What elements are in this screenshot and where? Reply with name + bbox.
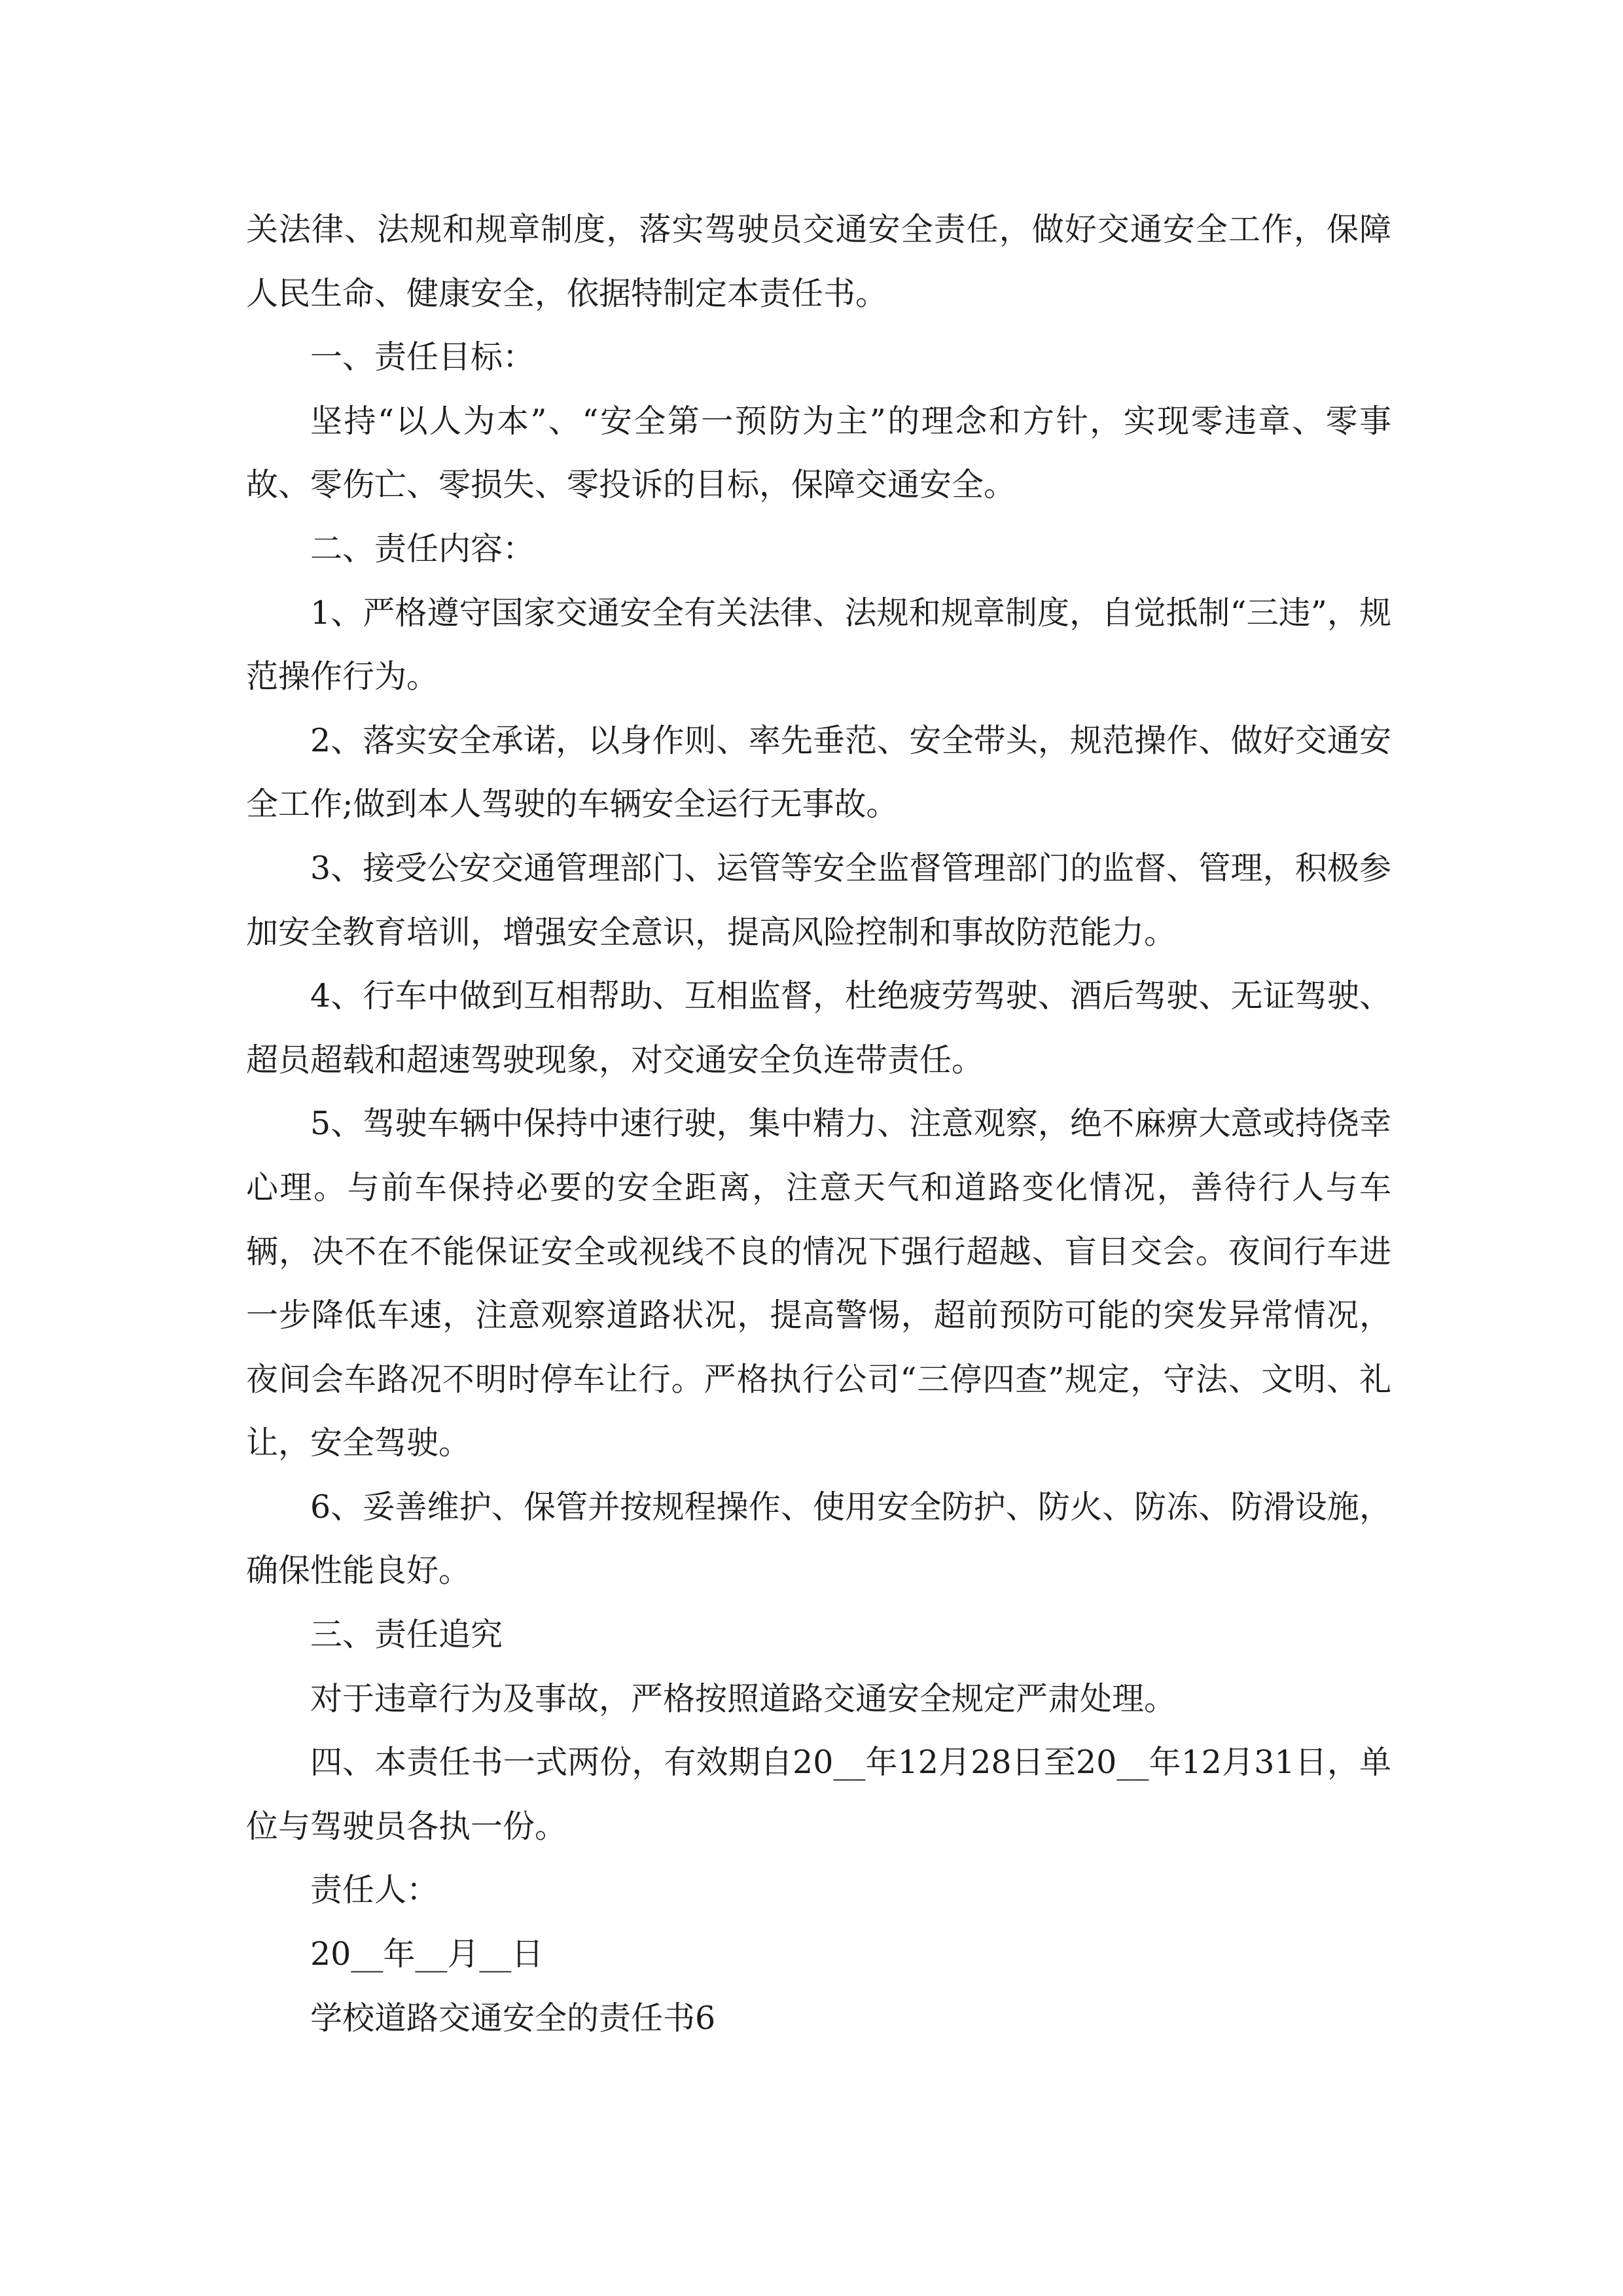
- paragraph-goal-text: 坚持“以人为本”、“安全第一预防为主”的理念和方针，实现零违章、零事故、零伤亡、零损失、零投诉的目标，保障交通安全。: [246, 402, 1391, 504]
- paragraph-accountability: 对于违章行为及事故，严格按照道路交通安全规定严肃处理。: [310, 1679, 1177, 1717]
- list-item-4: 4、行车中做到互相帮助、互相监督，杜绝疲劳驾驶、酒后驾驶、无证驾驶、超员超载和超速驾驶现象，对交通安全负连带责任。: [246, 977, 1391, 1079]
- paragraph-validity: 四、本责任书一式两份，有效期自20__年12月28日至20__年12月31日，单位与驾驶员各执一份。: [246, 1744, 1391, 1845]
- heading-responsibility-content: 二、责任内容：: [310, 529, 535, 567]
- list-item-5: 5、驾驶车辆中保持中速行驶，集中精力、注意观察，绝不麻痹大意或持侥幸心理。与前车保持必要的安全距离，注意天气和道路变化情况，善待行人与车辆，决不在不能保证安全或视线不良的情况下强行超越、盲目交会。夜间行车进一步降低车速，注意观察道路状况，提高警惕，超前预防可能的突发异常情况，夜间会车路况不明时停车让行。严格执行公司“三停四查”规定，守法、文明、礼让，安全驾驶。: [246, 1105, 1391, 1462]
- heading-accountability: 三、责任追究: [310, 1616, 503, 1654]
- heading-responsibility-goal: 一、责任目标：: [310, 338, 535, 376]
- signature-line: 责任人：: [310, 1871, 439, 1909]
- list-item-6: 6、妥善维护、保管并按规程操作、使用安全防护、防火、防冻、防滑设施，确保性能良好。: [246, 1488, 1391, 1590]
- date-line: 20__年__月__日: [310, 1935, 544, 1973]
- list-item-1: 1、严格遵守国家交通安全有关法律、法规和规章制度，自觉抵制“三违”，规范操作行为。: [246, 594, 1391, 696]
- next-section-title: 学校道路交通安全的责任书6: [310, 1999, 716, 2037]
- paragraph-continuation: 关法律、法规和规章制度，落实驾驶员交通安全责任，做好交通安全工作，保障人民生命、健康安全，依据特制定本责任书。: [246, 211, 1391, 312]
- list-item-2: 2、落实安全承诺，以身作则、率先垂范、安全带头，规范操作、做好交通安全工作;做到本人驾驶的车辆安全运行无事故。: [246, 721, 1391, 823]
- list-item-3: 3、接受公安交通管理部门、运管等安全监督管理部门的监督、管理，积极参加安全教育培训，增强安全意识，提高风险控制和事故防范能力。: [246, 849, 1391, 951]
- document-body: [246, 198, 1391, 2050]
